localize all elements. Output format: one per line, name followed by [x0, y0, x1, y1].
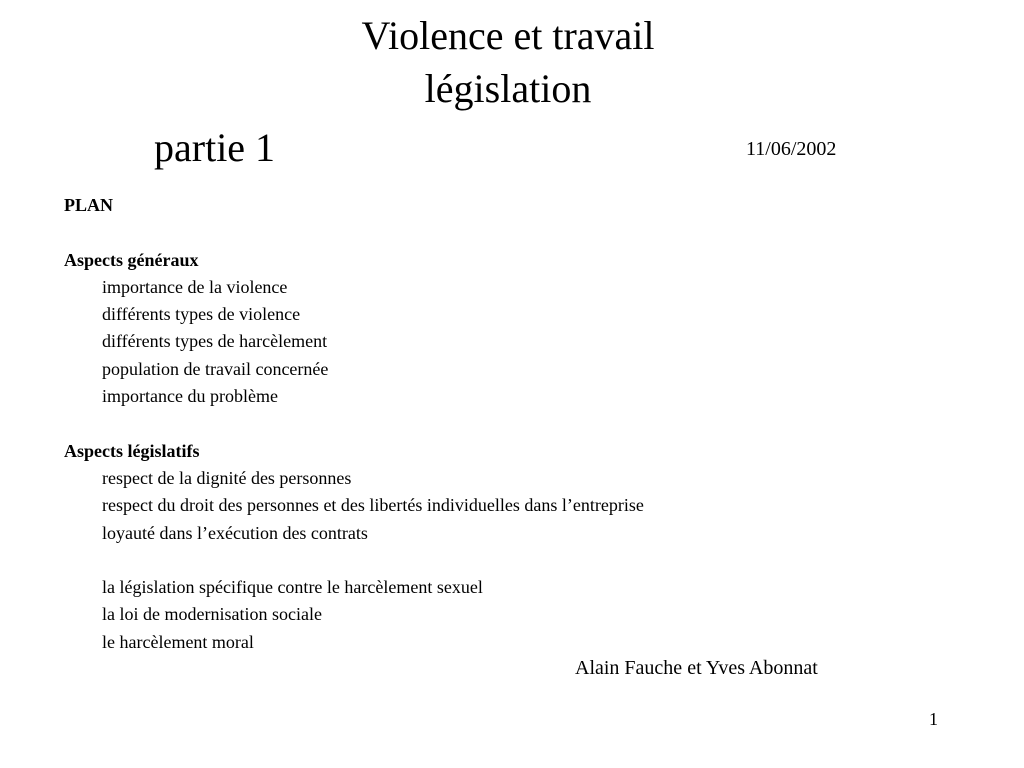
section-heading-general: Aspects généraux	[64, 249, 199, 270]
list-item: respect du droit des personnes et des libertés individuelles dans l’entreprise	[102, 495, 644, 516]
slide-subtitle: partie 1	[154, 125, 276, 170]
list-item: la législation spécifique contre le harcèlement sexuel	[102, 577, 483, 598]
list-item: différents types de violence	[102, 304, 301, 325]
plan-heading: PLAN	[64, 195, 113, 215]
slide-title-line-1: Violence et travail	[361, 13, 655, 58]
plan-content	[64, 192, 644, 656]
list-item: respect de la dignité des personnes	[102, 467, 352, 488]
spacer	[64, 547, 644, 574]
list-item: différents types de harcèlement	[102, 331, 328, 352]
list-item: importance du problème	[102, 386, 278, 407]
list-item: importance de la violence	[102, 276, 288, 297]
list-item: population de travail concernée	[102, 358, 329, 379]
list-item: la loi de modernisation sociale	[102, 604, 322, 625]
authors: Alain Fauche et Yves Abonnat	[575, 657, 818, 679]
section-heading-legislative: Aspects législatifs	[64, 440, 200, 461]
spacer	[64, 410, 644, 437]
slide-title-line-2: législation	[424, 66, 592, 111]
list-item: loyauté dans l’exécution des contrats	[102, 522, 368, 543]
list-item: le harcèlement moral	[102, 631, 254, 652]
slide-date: 11/06/2002	[746, 138, 837, 160]
spacer	[64, 219, 644, 246]
page-number: 1	[929, 709, 938, 729]
